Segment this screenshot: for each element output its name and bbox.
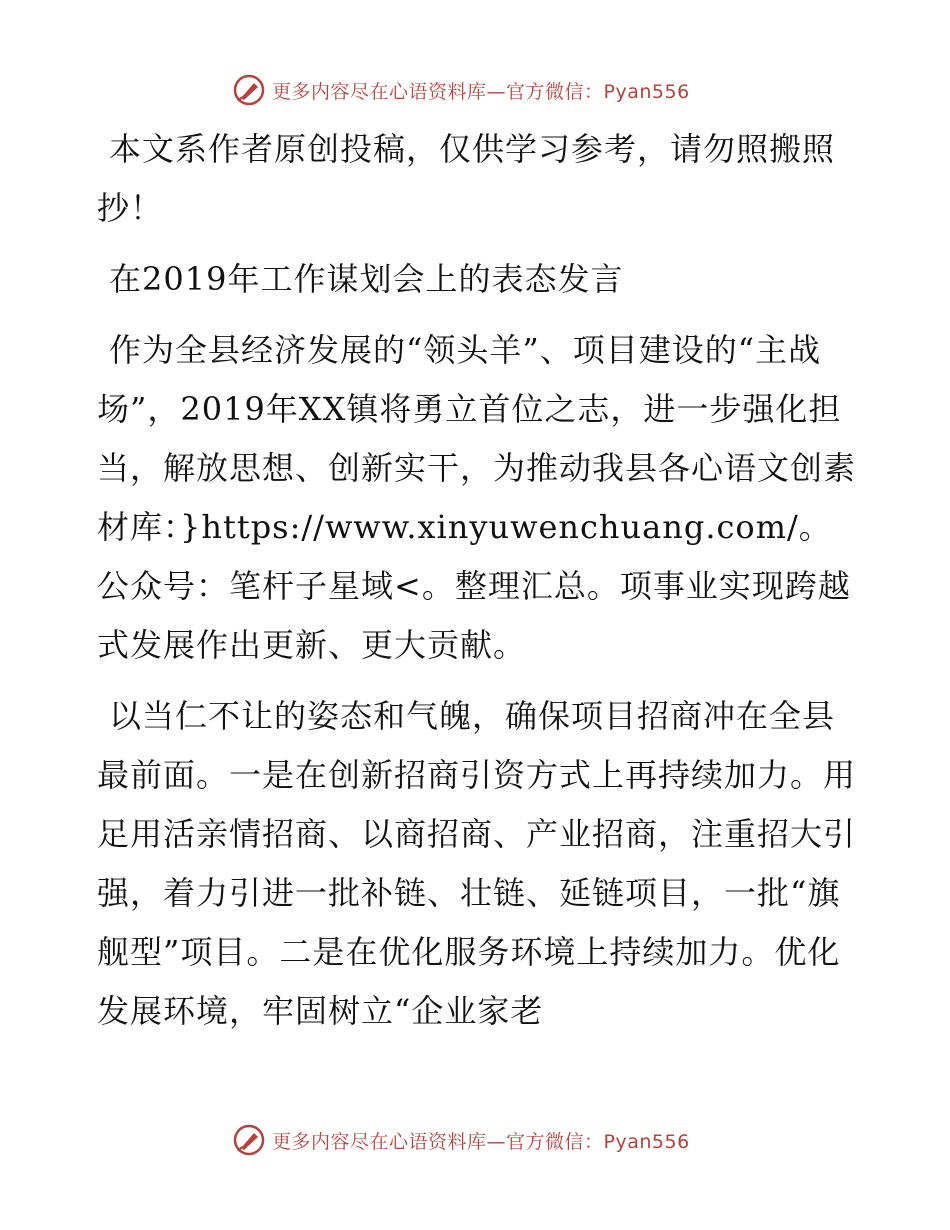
document-title: 在2019年工作谋划会上的表态发言 [109,260,624,298]
document-body [97,120,857,1053]
body-paragraph: 以当仁不让的姿态和气魄，确保项目招商冲在全县最前面。一是在创新招商引资方式上再持续加力。用足用活亲情招商、以商招商、产业招商，注重招大引强，着力引进一批补链、壮链、延链项目，一批“旗舰型”项目。二是在优化服务环境上持续加力。优化发展环境，牢固树立“企业家老 [97,697,857,1030]
copyright-notice: 本文系作者原创投稿，仅供学习参考，请勿照搬照抄！ [97,130,836,227]
pen-nib-logo-icon [232,1123,266,1157]
header-watermark-banner [232,70,690,110]
header-watermark-text: 更多内容尽在心语资料库—官方微信：Pyan556 [272,80,690,103]
footer-watermark-banner [232,1120,690,1160]
pen-nib-logo-icon [232,73,266,107]
footer-watermark-text: 更多内容尽在心语资料库—官方微信：Pyan556 [272,1130,690,1153]
body-paragraph: 作为全县经济发展的“领头羊”、项目建设的“主战场”，2019年XX镇将勇立首位之志，进一步强化担当，解放思想、创新实干，为推动我县各心语文创素材库：}https://www.xinyuwenchuang.com/。公众号：笔杆子星域<。整理汇总。项事业实现跨越式发展作出更新、更大贡献。 [97,331,857,664]
